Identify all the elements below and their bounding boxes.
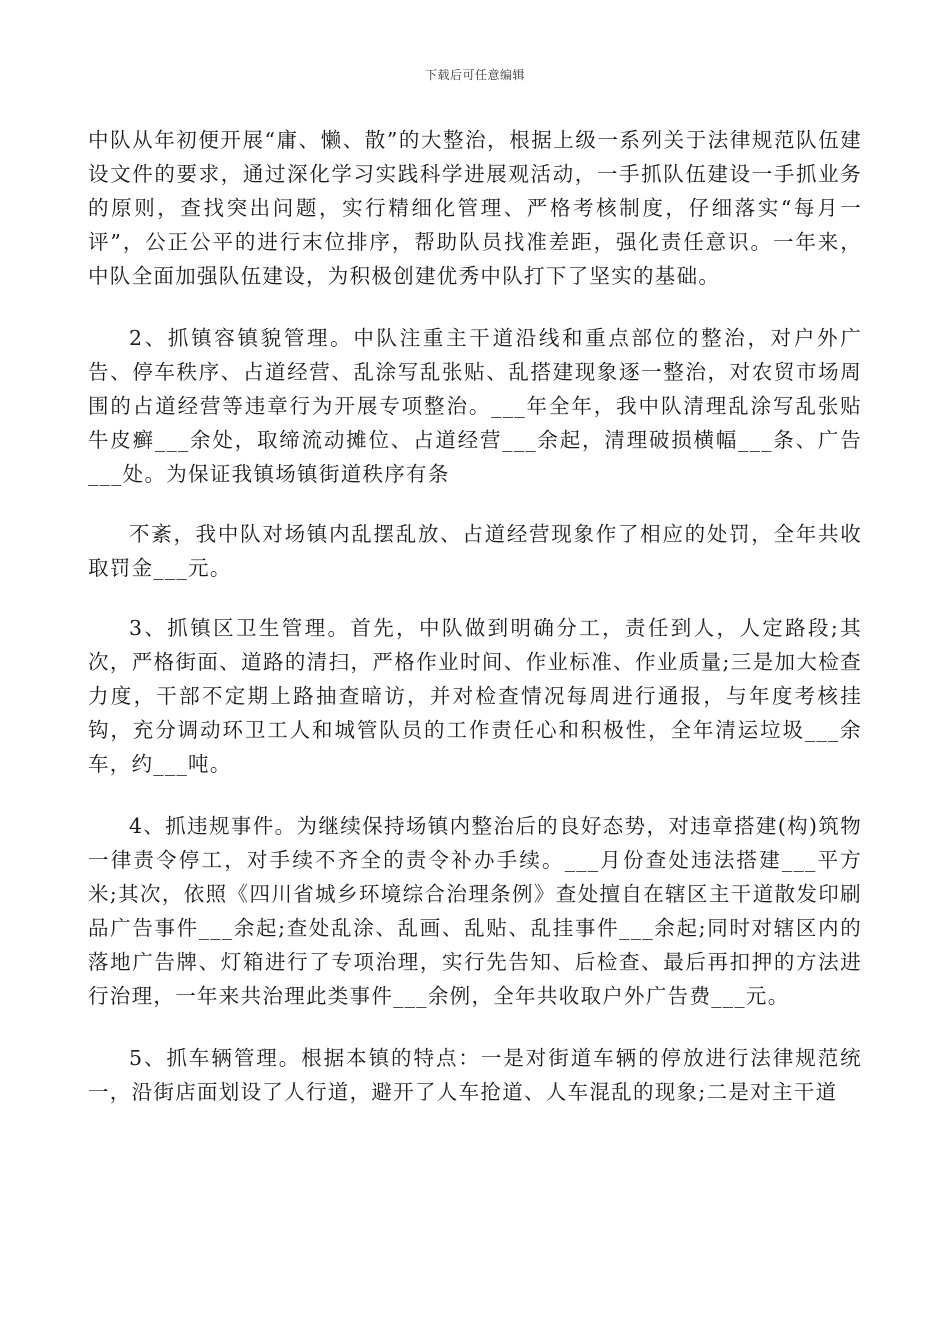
paragraph-vehicles: 5、抓车辆管理。根据本镇的特点：一是对街道车辆的停放进行法律规范统一，沿街店面划设了人行道，避开了人车抢道、人车混乱的现象;二是对主干道 bbox=[88, 1046, 862, 1104]
paragraph-sanitation: 3、抓镇区卫生管理。首先，中队做到明确分工，责任到人，人定路段;其次，严格街面、道路的清扫，严格作业时间、作业标准、作业质量;三是加大检查力度，干部不定期上路抽查暗访，并对检查情况每周进行通报，与年度考核挂钩，充分调动环卫工人和城管队员的工作责任心和积极性，全年清运垃圾___余车，约___吨。 bbox=[88, 616, 862, 776]
paragraph-team-building: 中队从年初便开展“庸、懒、散”的大整治，根据上级一系列关于法律规范队伍建设文件的要求，通过深化学习实践科学进展观活动，一手抓队伍建设一手抓业务的原则，查找突出问题，实行精细化管理、严格考核制度，仔细落实“每月一评”，公正公平的进行末位排序，帮助队员找准差距，强化责任意识。一年来，中队全面加强队伍建设，为积极创建优秀中队打下了坚实的基础。 bbox=[88, 128, 862, 288]
paragraph-violations: 4、抓违规事件。为继续保持场镇内整治后的良好态势，对违章搭建(构)筑物一律责令停工，对手续不齐全的责令补办手续。___月份查处违法搭建___平方米;其次，依照《四川省城乡环境综合治理条例》查处擅自在辖区主干道散发印刷品广告事件___余起;查处乱涂、乱画、乱贴、乱挂事件___余起;同时对辖区内的落地广告牌、灯箱进行了专项治理，实行先告知、后检查、最后再扣押的方法进行治理，一年来共治理此类事件___余例，全年共收取户外广告费___元。 bbox=[88, 814, 862, 1008]
page-header: 下载后可任意编辑 bbox=[424, 68, 525, 82]
paragraph-town-appearance: 2、抓镇容镇貌管理。中队注重主干道沿线和重点部位的整治，对户外广告、停车秩序、占道经营、乱涂写乱张贴、乱搭建现象逐一整治，对农贸市场周围的占道经营等违章行为开展专项整治。___年全年，我中队清理乱涂写乱张贴牛皮癣___余处，取缔流动摊位、占道经营___余起，清理破损横幅___条、广告___处。为保证我镇场镇街道秩序有条 bbox=[88, 326, 862, 486]
document-body bbox=[88, 123, 862, 1137]
paragraph-town-appearance-continued: 不紊，我中队对场镇内乱摆乱放、占道经营现象作了相应的处罚，全年共收取罚金___元。 bbox=[88, 522, 862, 580]
